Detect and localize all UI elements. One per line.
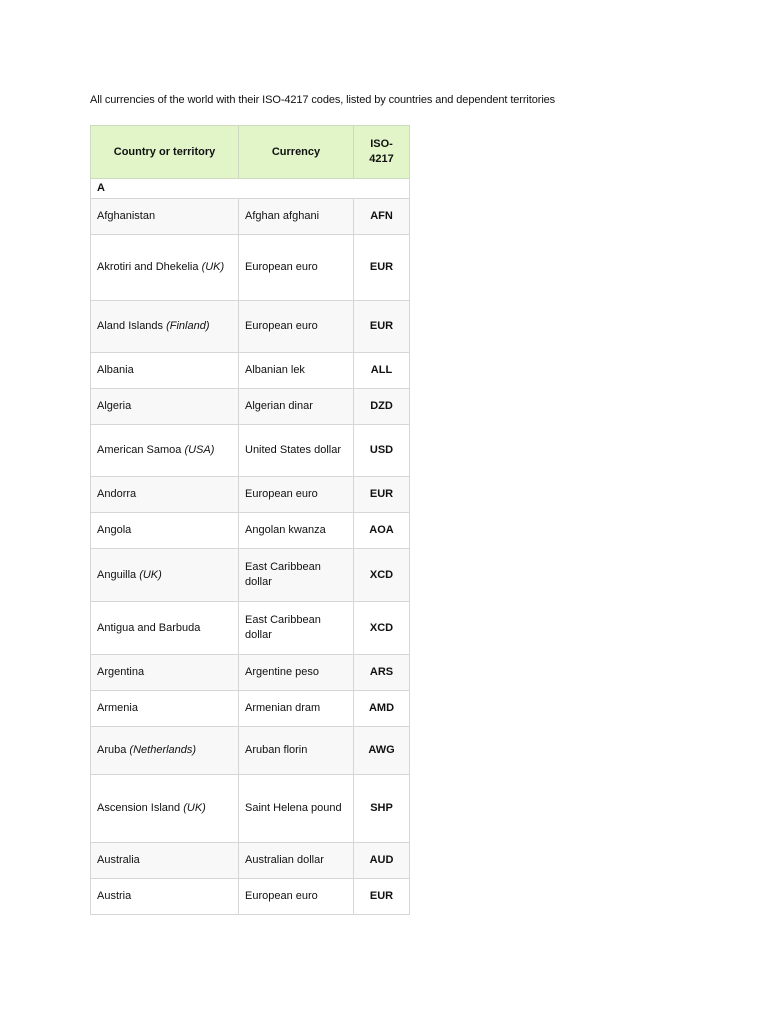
- currency-cell: East Caribbean dollar: [239, 549, 354, 602]
- group-letter: A: [91, 179, 410, 199]
- territory-qualifier: (Finland): [166, 320, 210, 332]
- country-name: Algeria: [97, 400, 132, 412]
- currency-cell: Australian dollar: [239, 843, 354, 879]
- table-row: [91, 879, 410, 915]
- iso-code-cell: EUR: [354, 301, 410, 353]
- iso-code-cell: AFN: [354, 199, 410, 235]
- territory-qualifier: (UK): [139, 568, 162, 581]
- iso-code-cell: SHP: [354, 775, 410, 843]
- table-row: [91, 389, 410, 425]
- country-cell: [91, 353, 239, 389]
- iso-code-cell: EUR: [354, 879, 410, 915]
- country-name: Afghanistan: [97, 210, 156, 222]
- currency-cell: European euro: [239, 879, 354, 915]
- table-row: [91, 602, 410, 655]
- table-row: [91, 691, 410, 727]
- country-name: Aland Islands: [97, 320, 164, 332]
- currency-cell: Argentine peso: [239, 655, 354, 691]
- table-row: [91, 199, 410, 235]
- country-name: Andorra: [97, 488, 137, 500]
- currency-cell: Afghan afghani: [239, 199, 354, 235]
- table-row: [91, 235, 410, 301]
- country-name: American Samoa: [97, 444, 182, 456]
- table-row: [91, 425, 410, 477]
- country-cell: [91, 775, 239, 843]
- header-country: Country or territory: [91, 126, 239, 179]
- country-cell: [91, 425, 239, 477]
- country-name: Akrotiri and Dhekelia: [97, 261, 199, 273]
- iso-code-cell: DZD: [354, 389, 410, 425]
- country-cell: [91, 691, 239, 727]
- table-row: [91, 549, 410, 602]
- country-cell: [91, 655, 239, 691]
- table-row: [91, 353, 410, 389]
- header-currency: Currency: [239, 126, 354, 179]
- currency-cell: Algerian dinar: [239, 389, 354, 425]
- currency-cell: Albanian lek: [239, 353, 354, 389]
- country-cell: [91, 513, 239, 549]
- table-row: [91, 513, 410, 549]
- country-name: Angola: [97, 524, 132, 536]
- country-name: Ascension Island: [97, 802, 181, 814]
- header-iso: [354, 126, 410, 179]
- country-name: Albania: [97, 364, 134, 376]
- iso-code-cell: AUD: [354, 843, 410, 879]
- currency-cell: European euro: [239, 477, 354, 513]
- currency-cell: Saint Helena pound: [239, 775, 354, 843]
- table-row: [91, 775, 410, 843]
- currency-cell: United States dollar: [239, 425, 354, 477]
- table-row: [91, 655, 410, 691]
- table-header-row: [91, 126, 410, 179]
- header-iso-line-1: ISO-: [370, 138, 393, 150]
- country-name: Armenia: [97, 702, 138, 714]
- territory-qualifier: (Netherlands): [129, 744, 197, 756]
- country-name: Argentina: [97, 666, 145, 678]
- table-row: [91, 477, 410, 513]
- iso-code-cell: EUR: [354, 235, 410, 301]
- iso-code-cell: XCD: [354, 549, 410, 602]
- iso-code-cell: AMD: [354, 691, 410, 727]
- country-cell: [91, 727, 239, 775]
- territory-qualifier: (UK): [201, 261, 225, 273]
- iso-code-cell: AWG: [354, 727, 410, 775]
- iso-code-cell: XCD: [354, 602, 410, 655]
- group-letter-row: [91, 179, 410, 199]
- currency-cell: Angolan kwanza: [239, 513, 354, 549]
- currency-cell: Armenian dram: [239, 691, 354, 727]
- country-cell: [91, 389, 239, 425]
- table-row: [91, 727, 410, 775]
- iso-code-cell: ALL: [354, 353, 410, 389]
- country-cell: [91, 301, 239, 353]
- country-cell: [91, 602, 239, 655]
- country-cell: [91, 199, 239, 235]
- iso-code-cell: ARS: [354, 655, 410, 691]
- iso-code-cell: USD: [354, 425, 410, 477]
- country-cell: [91, 879, 239, 915]
- iso-code-cell: EUR: [354, 477, 410, 513]
- country-cell: [91, 235, 239, 301]
- country-name: Australia: [97, 854, 140, 866]
- table-row: [91, 843, 410, 879]
- currency-cell: East Caribbean dollar: [239, 602, 354, 655]
- country-name: Anguilla: [97, 568, 137, 581]
- country-name: Antigua and Barbuda: [97, 621, 201, 634]
- territory-qualifier: (UK): [183, 802, 206, 814]
- page-intro-text: All currencies of the world with their ISO-4217 codes, listed by countries and dependent territories: [90, 94, 556, 106]
- country-name: Austria: [97, 890, 132, 902]
- territory-qualifier: (USA): [184, 444, 215, 456]
- country-cell: [91, 549, 239, 602]
- currency-table: [90, 125, 410, 915]
- country-cell: [91, 477, 239, 513]
- table-row: [91, 301, 410, 353]
- country-name: Aruba: [97, 744, 127, 756]
- currency-cell: Aruban florin: [239, 727, 354, 775]
- currency-cell: European euro: [239, 235, 354, 301]
- currency-cell: European euro: [239, 301, 354, 353]
- iso-code-cell: AOA: [354, 513, 410, 549]
- header-iso-line-2: 4217: [369, 153, 394, 165]
- country-cell: [91, 843, 239, 879]
